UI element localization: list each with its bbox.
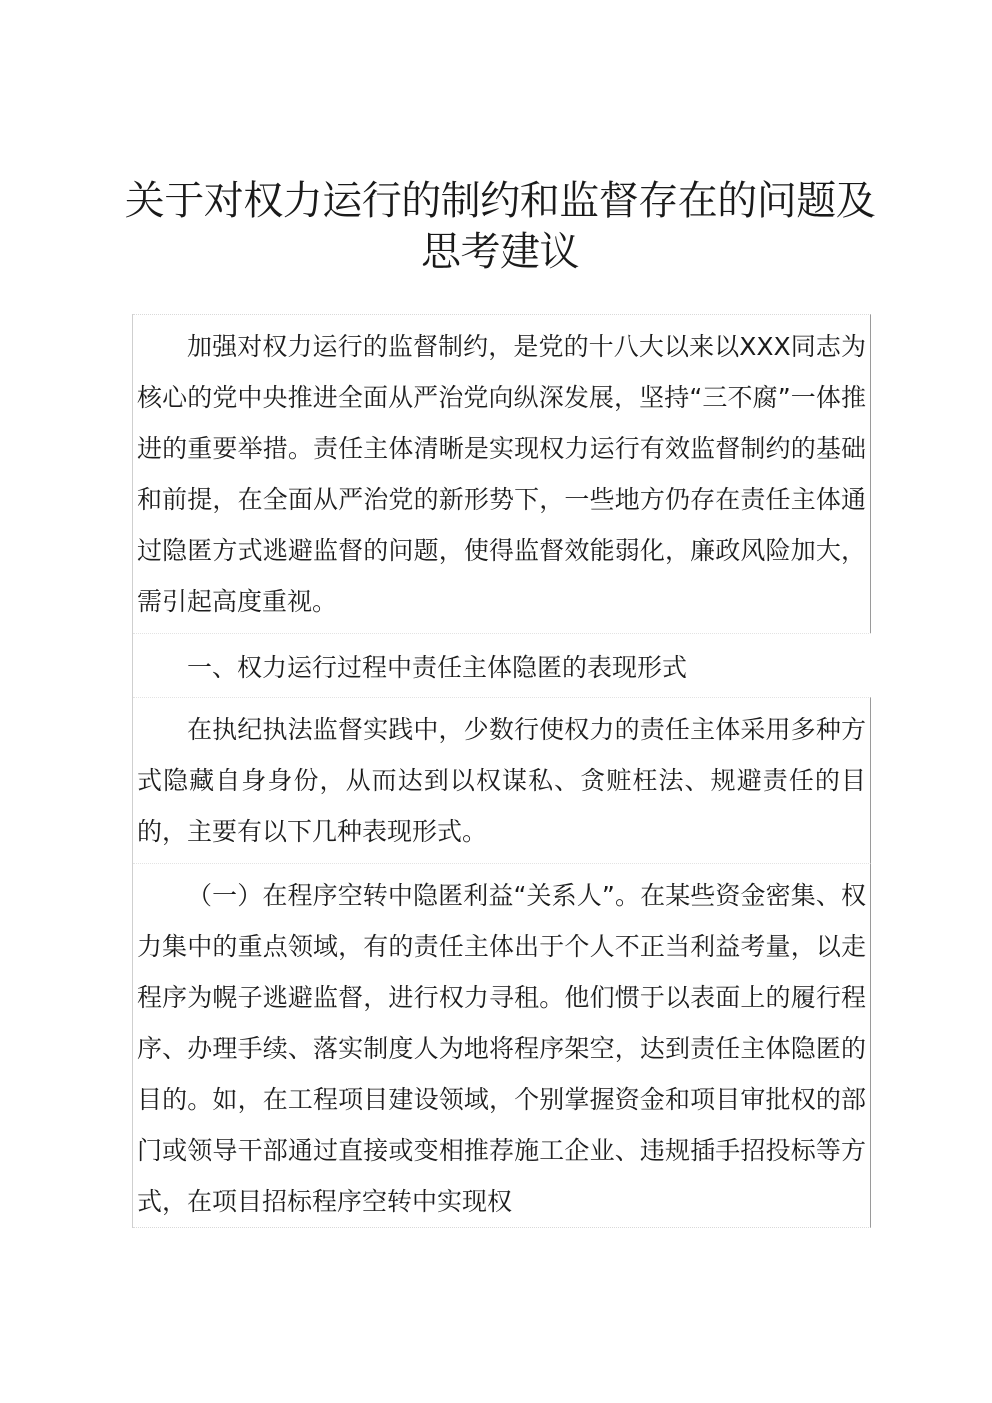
paragraph-intro: 加强对权力运行的监督制约，是党的十八大以来以XXX同志为核心的党中央推进全面从严治党向纵深发展，坚持“三不腐”一体推进的重要举措。责任主体清晰是实现权力运行有效监督制约的基础和前提，在全面从严治党的新形势下，一些地方仍存在责任主体通过隐匿方式逃避监督的问题，使得监督效能弱化，廉政风险加大，需引起高度重视。 [137,332,866,616]
document-title: 关于对权力运行的制约和监督存在的问题及思考建议 [124,178,876,275]
paragraph-block [133,314,871,633]
paragraph-block [133,697,871,863]
paragraph-item-1: （一）在程序空转中隐匿利益“关系人”。在某些资金密集、权力集中的重点领域，有的责任主体出于个人不正当利益考量，以走程序为幌子逃避监督，进行权力寻租。他们惯于以表面上的履行程序、办理手续、落实制度人为地将程序架空，达到责任主体隐匿的目的。如，在工程项目建设领域，个别掌握资金和项目审批权的部门或领导干部通过直接或变相推荐施工企业、违规插手招投标等方式，在项目招标程序空转中实现权 [137,881,866,1216]
paragraph-block [133,863,871,1228]
document-body [132,314,871,1228]
paragraph-forms: 在执纪执法监督实践中，少数行使权力的责任主体采用多种方式隐藏自身身份，从而达到以权谋私、贪赃枉法、规避责任的目的，主要有以下几种表现形式。 [137,715,866,846]
section-heading-1: 一、权力运行过程中责任主体隐匿的表现形式 [187,653,688,682]
heading-block [133,633,871,697]
